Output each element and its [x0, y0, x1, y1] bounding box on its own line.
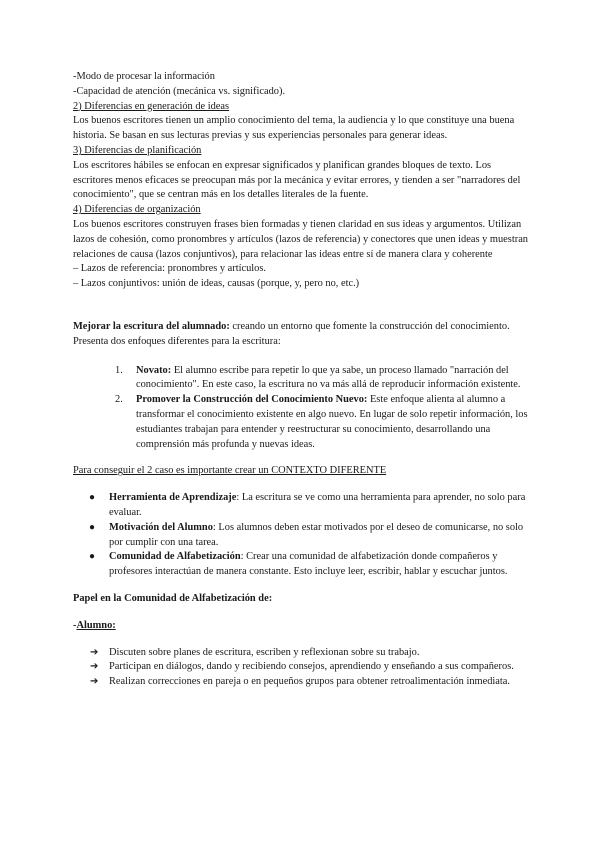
enfoque-bold: Promover la Construcción del Conocimiento Nuevo: [136, 394, 368, 406]
contexto-bold: Motivación del Alumno [109, 521, 213, 533]
bullet-dot-icon: ● [89, 492, 96, 504]
section-heading-planificacion: 3) Diferencias de planificación [73, 144, 202, 156]
alumno-heading [73, 619, 533, 634]
contexto-text: : Crear una comunidad de alfabetización donde compañeros y profesores interactúan de manera constante. Esto incluye leer, escribir, hablar y escuchar juntos. [109, 551, 508, 578]
arrow-right-icon: ➔ [90, 646, 99, 658]
section-text-ideas: Los buenos escritores tienen un amplio conocimiento del tema, la audiencia y lo que constituye una buena historia. Se basan en sus lecturas previas y sus experiencias personales para generar ideas. [73, 115, 515, 142]
section-text-organizacion: Los buenos escritores construyen frases bien formadas y tienen claridad en sus ideas y argumentos. Utilizan lazos de cohesión, como pronombres y artículos (lazos de referencia) y conectores que unen ideas y muestran relaciones de causa (lazos conjuntivos), para relacionar las ideas entre sí de manera clara y coherente [73, 218, 528, 260]
bullet-dot-icon: ● [89, 551, 96, 563]
contexto-item-herramienta [73, 491, 533, 521]
line-modo: -Modo de procesar la información [73, 71, 215, 82]
lazos-conjuntivos: – Lazos conjuntivos: unión de ideas, causas (porque, y, pero no, etc.) [73, 278, 360, 290]
contexto-bold: Herramienta de Aprendizaje [109, 492, 237, 504]
alumno-item [73, 675, 533, 690]
line-capacidad: -Capacidad de atención (mecánica vs. significado). [73, 85, 286, 97]
list-number: 2. [115, 394, 123, 406]
contexto-heading: Para conseguir el 2 caso es importante crear un CONTEXTO DIFERENTE [73, 465, 387, 477]
mejorar-paragraph [73, 320, 533, 350]
alumno-item [73, 660, 533, 675]
section-text-planificacion: Los escritores hábiles se enfocan en expresar significados y planifican grandes bloques de texto. Los escritores menos eficaces se preocupan más por la mecánica y evitar errores, y tienden a ser "narradores del conocimiento", que se centran más en los detalles literales de la fuente. [73, 159, 521, 201]
arrow-right-icon: ➔ [90, 676, 99, 688]
contexto-bold: Comunidad de Alfabetización [109, 551, 241, 563]
alumno-label: Alumno: [76, 619, 116, 631]
papel-heading [73, 592, 533, 607]
section-heading-organizacion: 4) Diferencias de organización [73, 204, 201, 216]
enfoque-text: Este enfoque alienta al alumno a transformar el conocimiento existente en algo nuevo. En lugar de solo repetir información, los estudiantes trabajan para entender y reestructurar su conocimiento, desarrollando una comprensión más profunda y nuevas ideas. [136, 394, 528, 450]
bullet-dot-icon: ● [89, 521, 96, 533]
list-number: 1. [115, 364, 123, 376]
papel-heading-text: Papel en la Comunidad de Alfabetización de: [73, 592, 273, 604]
section-heading-ideas: 2) Diferencias en generación de ideas [73, 100, 230, 112]
contexto-list [73, 491, 533, 580]
enfoque-item-promover [73, 393, 533, 452]
alumno-item-text: Participan en diálogos, dando y recibiendo consejos, aprendiendo y enseñando a sus compañeros. [109, 661, 514, 673]
enfoque-item-novato [73, 364, 533, 394]
alumno-item [73, 646, 533, 661]
alumno-dash: - [73, 619, 77, 631]
enfoques-list [73, 364, 533, 453]
contexto-item-motivacion [73, 521, 533, 551]
alumno-item-text: Discuten sobre planes de escritura, escriben y reflexionan sobre su trabajo. [109, 646, 420, 658]
contexto-text: : Los alumnos deben estar motivados por el deseo de comunicarse, no solo por cumplir con una tarea. [109, 521, 524, 548]
lazos-referencia: – Lazos de referencia: pronombres y artículos. [73, 263, 267, 275]
enfoque-bold: Novato: [136, 364, 172, 376]
alumno-list [73, 646, 533, 690]
arrow-right-icon: ➔ [90, 661, 99, 673]
alumno-item-text: Realizan correcciones en pareja o en pequeños grupos para obtener retroalimentación inmediata. [109, 676, 511, 688]
contexto-text: : La escritura se ve como una herramienta para aprender, no solo para evaluar. [109, 492, 526, 518]
enfoque-text: El alumno escribe para repetir lo que ya sabe, un proceso llamado "narración del conocimiento". En este caso, la escritura no va más allá de reproducir información existente. [136, 364, 521, 391]
mejorar-bold: Mejorar la escritura del alumnado: [73, 320, 230, 332]
document-content [73, 70, 533, 690]
mejorar-text: creando un entorno que fomente la construcción del conocimiento. Presenta dos enfoques diferentes para la escritura: [73, 320, 510, 347]
contexto-item-comunidad [73, 550, 533, 580]
